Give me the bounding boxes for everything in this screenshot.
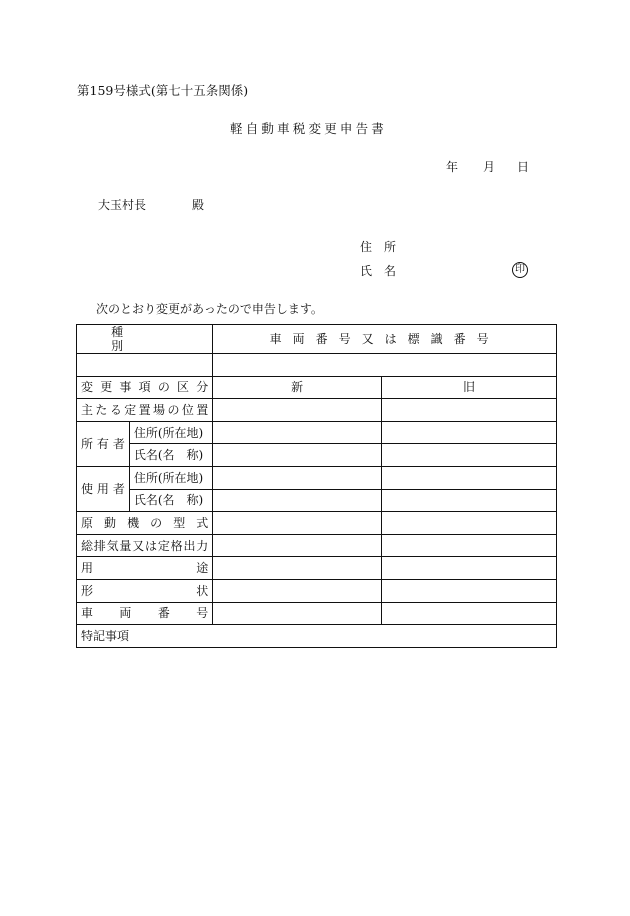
displacement-row	[77, 534, 557, 557]
engine-model-row	[77, 512, 557, 535]
owner-name-old-cell[interactable]	[382, 444, 557, 467]
type-header: 種別	[77, 325, 213, 354]
addressee-honorific: 殿	[192, 198, 205, 212]
storage-location-new-cell[interactable]	[213, 399, 382, 422]
engine-model-old-cell[interactable]	[382, 512, 557, 535]
form-number: 第159号様式(第七十五条関係)	[77, 83, 249, 98]
date-month-label: 月	[483, 160, 496, 174]
storage-location-label: 主たる定置場の位置	[77, 399, 213, 422]
engine-model-label: 原動機の型式	[77, 512, 213, 535]
vehicle-number-row	[77, 602, 557, 625]
purpose-old-cell[interactable]	[382, 557, 557, 580]
change-category-row	[77, 376, 557, 399]
purpose-new-cell[interactable]	[213, 557, 382, 580]
displacement-new-cell[interactable]	[213, 534, 382, 557]
user-address-new-cell[interactable]	[213, 466, 382, 489]
user-name-old-cell[interactable]	[382, 489, 557, 512]
table-header-row	[77, 325, 557, 354]
user-name-row	[77, 489, 557, 512]
remarks-cell[interactable]	[77, 625, 557, 648]
purpose-row	[77, 557, 557, 580]
storage-location-old-cell[interactable]	[382, 399, 557, 422]
declaration-table	[76, 324, 557, 648]
remarks-label: 特記事項	[81, 628, 130, 643]
new-column-header: 新	[213, 376, 382, 399]
owner-name-label: 氏名(名 称)	[129, 444, 212, 467]
vehicle-number-new-cell[interactable]	[213, 602, 382, 625]
applicant-name-label: 氏名	[360, 264, 409, 278]
purpose-label: 用途	[77, 557, 213, 580]
shape-new-cell[interactable]	[213, 579, 382, 602]
user-name-new-cell[interactable]	[213, 489, 382, 512]
shape-label: 形状	[77, 579, 213, 602]
date-year-label: 年	[446, 160, 459, 174]
displacement-old-cell[interactable]	[382, 534, 557, 557]
user-address-old-cell[interactable]	[382, 466, 557, 489]
owner-label: 所有者	[77, 421, 130, 466]
owner-address-row	[77, 421, 557, 444]
displacement-label: 総排気量又は定格出力	[77, 534, 213, 557]
document-title: 軽自動車税変更申告書	[230, 121, 388, 136]
old-column-header: 旧	[382, 376, 557, 399]
owner-name-new-cell[interactable]	[213, 444, 382, 467]
engine-model-new-cell[interactable]	[213, 512, 382, 535]
owner-address-old-cell[interactable]	[382, 421, 557, 444]
applicant-address-label: 住所	[360, 240, 409, 254]
intro-text: 次のとおり変更があったので申告します。	[96, 302, 323, 316]
vehicle-number-value-cell[interactable]	[213, 354, 557, 377]
change-category-label: 変更事項の区分	[77, 376, 213, 399]
vehicle-number-label: 車両番号	[77, 602, 213, 625]
vehicle-number-old-cell[interactable]	[382, 602, 557, 625]
user-address-label: 住所(所在地)	[129, 466, 212, 489]
remarks-row	[77, 625, 557, 648]
user-address-row	[77, 466, 557, 489]
addressee	[98, 198, 204, 212]
addressee-name: 大玉村長	[98, 198, 147, 212]
user-label: 使用者	[77, 466, 130, 511]
owner-address-label: 住所(所在地)	[129, 421, 212, 444]
storage-location-row	[77, 399, 557, 422]
date-line	[446, 160, 529, 174]
date-day-label: 日	[517, 160, 530, 174]
shape-row	[77, 579, 557, 602]
type-value-row	[77, 354, 557, 377]
user-name-label: 氏名(名 称)	[129, 489, 212, 512]
vehicle-number-header: 車両番号又は標識番号	[213, 325, 557, 354]
shape-old-cell[interactable]	[382, 579, 557, 602]
owner-name-row	[77, 444, 557, 467]
type-value-cell[interactable]	[77, 354, 213, 377]
owner-address-new-cell[interactable]	[213, 421, 382, 444]
seal-mark: 印	[512, 262, 528, 278]
